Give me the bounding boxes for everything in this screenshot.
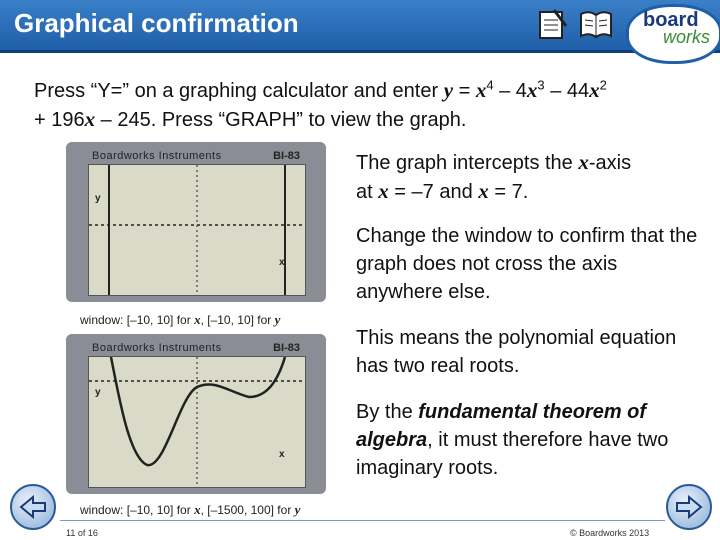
var-x: x	[194, 502, 201, 517]
exponent-2: 2	[599, 77, 607, 93]
var-x: x	[478, 179, 489, 203]
var-x: x	[475, 78, 487, 102]
calculator-screen-1	[66, 142, 326, 302]
title-bar	[0, 0, 720, 53]
graph-plot-2	[89, 357, 305, 487]
intro-text	[34, 76, 714, 134]
window-label-1	[80, 312, 280, 328]
window1-text: window: [–10, 10] for	[80, 313, 195, 327]
book-icon[interactable]	[578, 6, 614, 42]
next-arrow-icon	[673, 491, 705, 523]
exponent-4: 4	[486, 77, 494, 93]
window1-text-b: , [–10, 10] for	[200, 313, 275, 327]
eq-sign: =	[453, 80, 476, 102]
intro-text-a: Press “Y=” on a graphing calculator and enter	[34, 80, 444, 102]
calc-model: BI-83	[273, 342, 300, 354]
var-x: x	[194, 312, 201, 327]
theorem-name: fundamental theorem of algebra	[356, 401, 647, 451]
page-number: 11 of 16	[66, 528, 98, 538]
window2-text: window: [–10, 10] for	[80, 503, 195, 517]
var-x: x	[589, 78, 600, 102]
prev-arrow-icon	[17, 491, 49, 523]
graph-screen-1	[88, 164, 306, 296]
side-text: at	[356, 181, 379, 203]
var-x: x	[378, 179, 389, 203]
var-x: x	[578, 150, 589, 174]
side-text: The graph intercepts the	[356, 152, 579, 174]
intro-text-b: + 196	[34, 109, 85, 131]
side-paragraph-1	[356, 148, 706, 206]
notepad-icon[interactable]	[534, 6, 570, 42]
side-paragraph-3: This means the polynomial equation has two real roots.	[356, 327, 677, 377]
var-y: y	[294, 502, 301, 517]
side-paragraph-4	[356, 398, 706, 482]
logo-text-works: works	[663, 27, 711, 47]
calc-brand: Boardworks Instruments	[92, 342, 222, 354]
side-text: = 7.	[488, 181, 529, 203]
x-axis-label: x	[279, 257, 285, 268]
copyright: © Boardworks 2013	[570, 528, 650, 538]
boardworks-logo	[626, 4, 720, 64]
side-text: = –7 and	[388, 181, 479, 203]
side-text: , it must therefore have two imaginary roots.	[356, 429, 669, 479]
prev-button[interactable]	[10, 484, 56, 530]
side-text: -axis	[588, 152, 632, 174]
slide-title: Graphical confirmation	[14, 8, 299, 38]
window2-text-b: , [–1500, 100] for	[200, 503, 295, 517]
logo-text-board: board	[643, 9, 699, 31]
coef-44: – 44	[544, 80, 590, 102]
side-paragraph-2: Change the window to confirm that the graph does not cross the axis anywhere else.	[356, 225, 698, 303]
y-axis-label: y	[95, 193, 101, 204]
footer-divider	[60, 520, 665, 521]
window-label-2	[80, 502, 300, 518]
next-button[interactable]	[666, 484, 712, 530]
x-axis-label: x	[279, 449, 285, 460]
var-y: y	[443, 78, 454, 102]
coef-4: – 4	[493, 80, 527, 102]
intro-text-c: – 245. Press “GRAPH” to view the graph.	[95, 109, 467, 131]
calculator-screen-2	[66, 334, 326, 494]
graph-screen-2	[88, 356, 306, 488]
calc-brand: Boardworks Instruments	[92, 150, 222, 162]
exponent-3: 3	[537, 77, 545, 93]
var-x: x	[84, 107, 96, 131]
calc-model: BI-83	[273, 150, 300, 162]
side-text: By the	[356, 401, 419, 423]
graph-plot-1	[89, 165, 305, 295]
var-x: x	[526, 78, 538, 102]
y-axis-label: y	[95, 387, 101, 398]
var-y: y	[274, 312, 281, 327]
